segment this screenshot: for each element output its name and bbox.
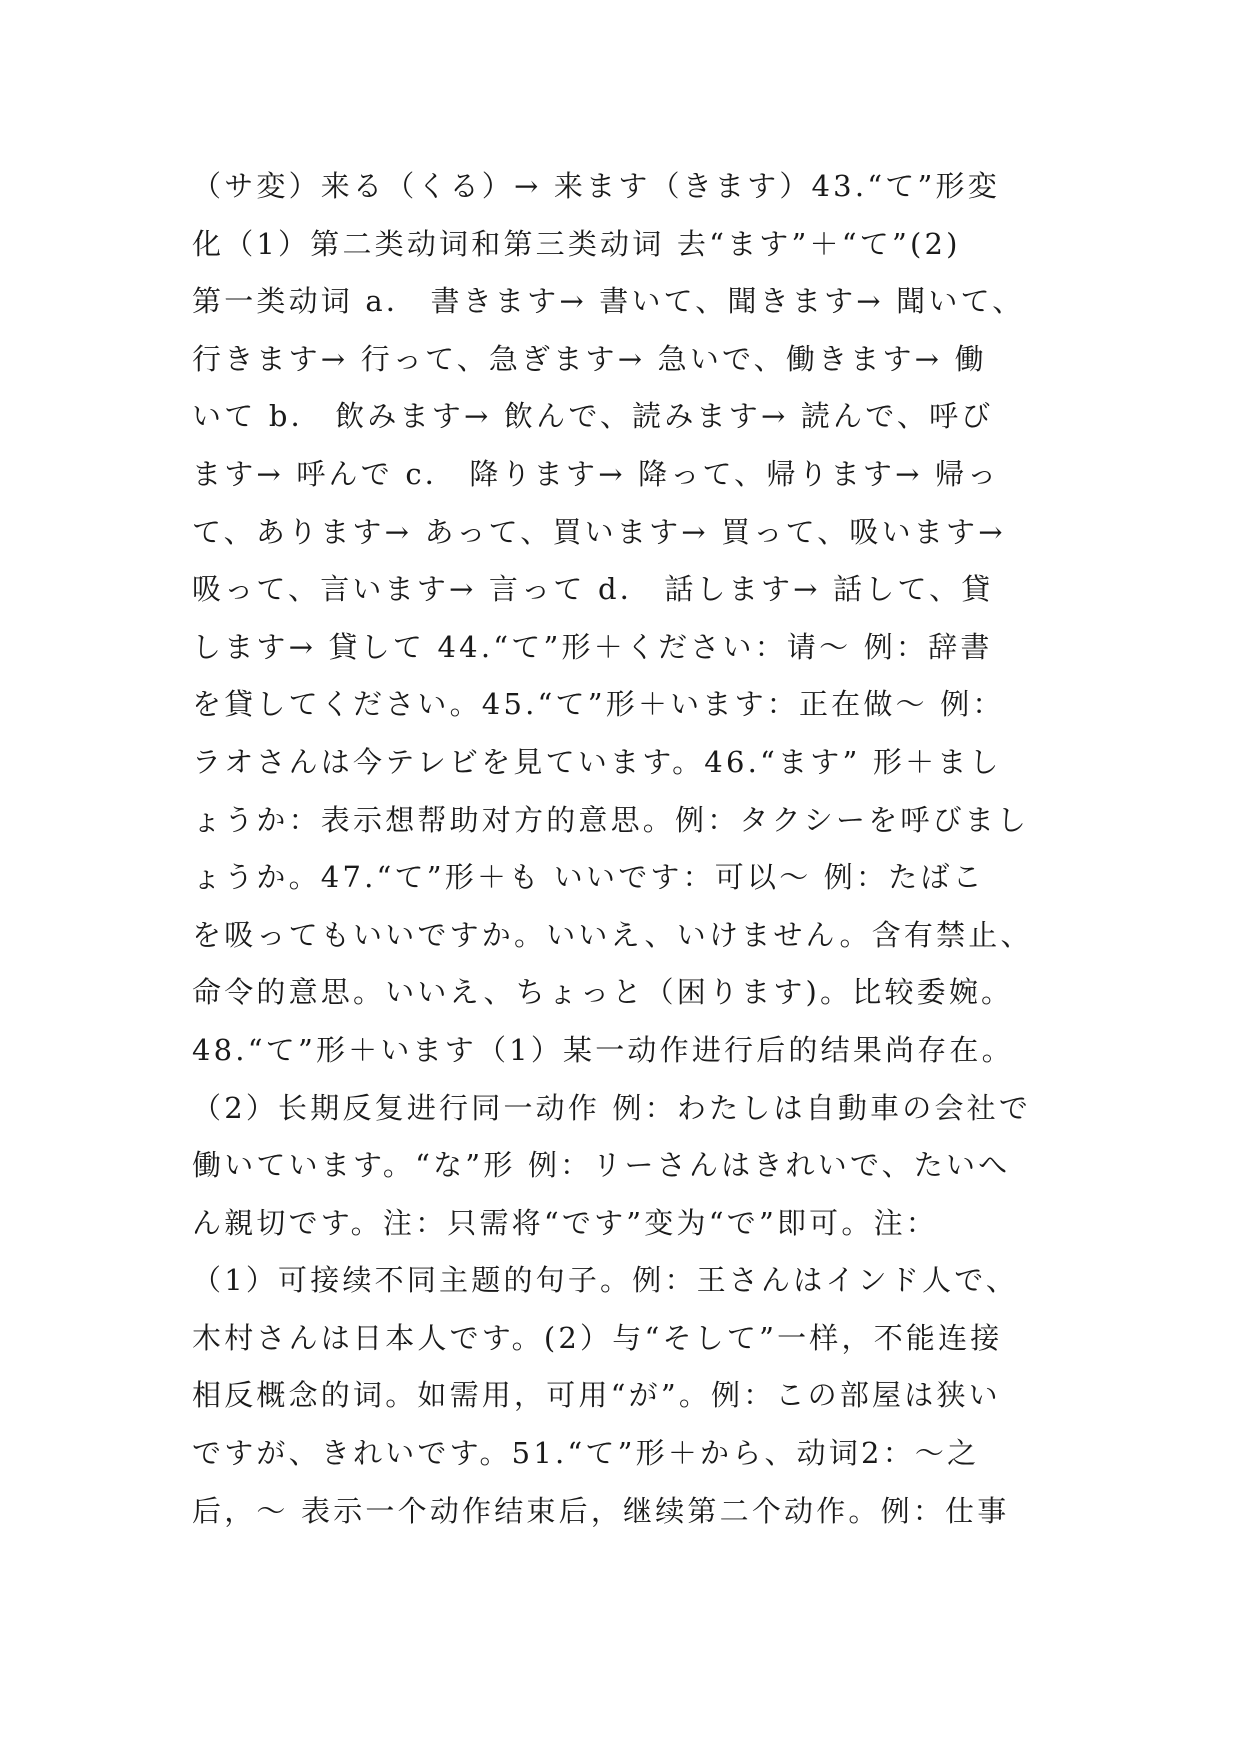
text-line: ですが、きれいです。51.“て”形＋から、动词2：～之 [192,1436,980,1471]
text-line: ん親切です。注：只需将“です”变为“で”即可。注： [192,1205,938,1240]
text-line: 吸って、言います→ 言って d． 話します→ 話して、貸 [192,572,994,607]
text-line: （1）可接续不同主题的句子。例：王さんはインド人で、 [192,1263,1019,1298]
text-line: て、あります→ あって、買います→ 買って、吸います→ [192,514,1006,549]
text-line: いて b． 飲みます→ 飲んで、読みます→ 読んで、呼び [192,399,994,434]
text-line: します→ 貸して 44.“て”形＋ください：请～ 例：辞書 [192,629,993,664]
text-line: 働いています。“な”形 例：リーさんはきれいで、たいへ [192,1148,1011,1183]
text-line: （サ変）来る（くる）→ 来ます（きます）43.“て”形変 [192,169,1000,203]
text-line: を吸ってもいいですか。いいえ、いけません。含有禁止、 [192,917,1033,952]
text-line: を貸してください。45.“て”形＋います：正在做～ 例： [192,687,1005,722]
text-line: 木村さんは日本人です。(2）与“そして”一样，不能连接 [192,1320,1003,1355]
text-line: 行きます→ 行って、急ぎます→ 急いで、働きます→ 働 [192,341,987,376]
text-line: 化（1）第二类动词和第三类动词 去“ます”＋“て”(2) [192,226,961,261]
text-line: 后，～ 表示一个动作结束后，继续第二个动作。例：仕事 [192,1493,1010,1528]
text-line: ょうか：表示想帮助对方的意思。例：タクシーを呼びまし [192,802,1030,837]
text-line: 相反概念的词。如需用，可用“が”。例：この部屋は狭い [192,1378,1001,1413]
text-line: （2）长期反复进行同一动作 例：わたしは自動車の会社で [192,1090,1032,1125]
text-line: ょうか。47.“て”形＋も いいです：可以～ 例：たばこ [192,860,985,895]
text-line: 命令的意思。いいえ、ちょっと（困ります)。比较委婉。 [192,975,1014,1010]
text-line: ます→ 呼んで c． 降ります→ 降って、帰ります→ 帰っ [192,456,1000,491]
body-text [192,158,1072,1540]
text-line: 第一类动词 a． 書きます→ 書いて、聞きます→ 聞いて、 [192,284,1025,319]
text-line: 48.“て”形＋います（1）某一动作进行后的结果尚存在。 [192,1032,1014,1067]
text-line: ラオさんは今テレビを見ています。46.“ます” 形＋まし [192,744,1002,779]
